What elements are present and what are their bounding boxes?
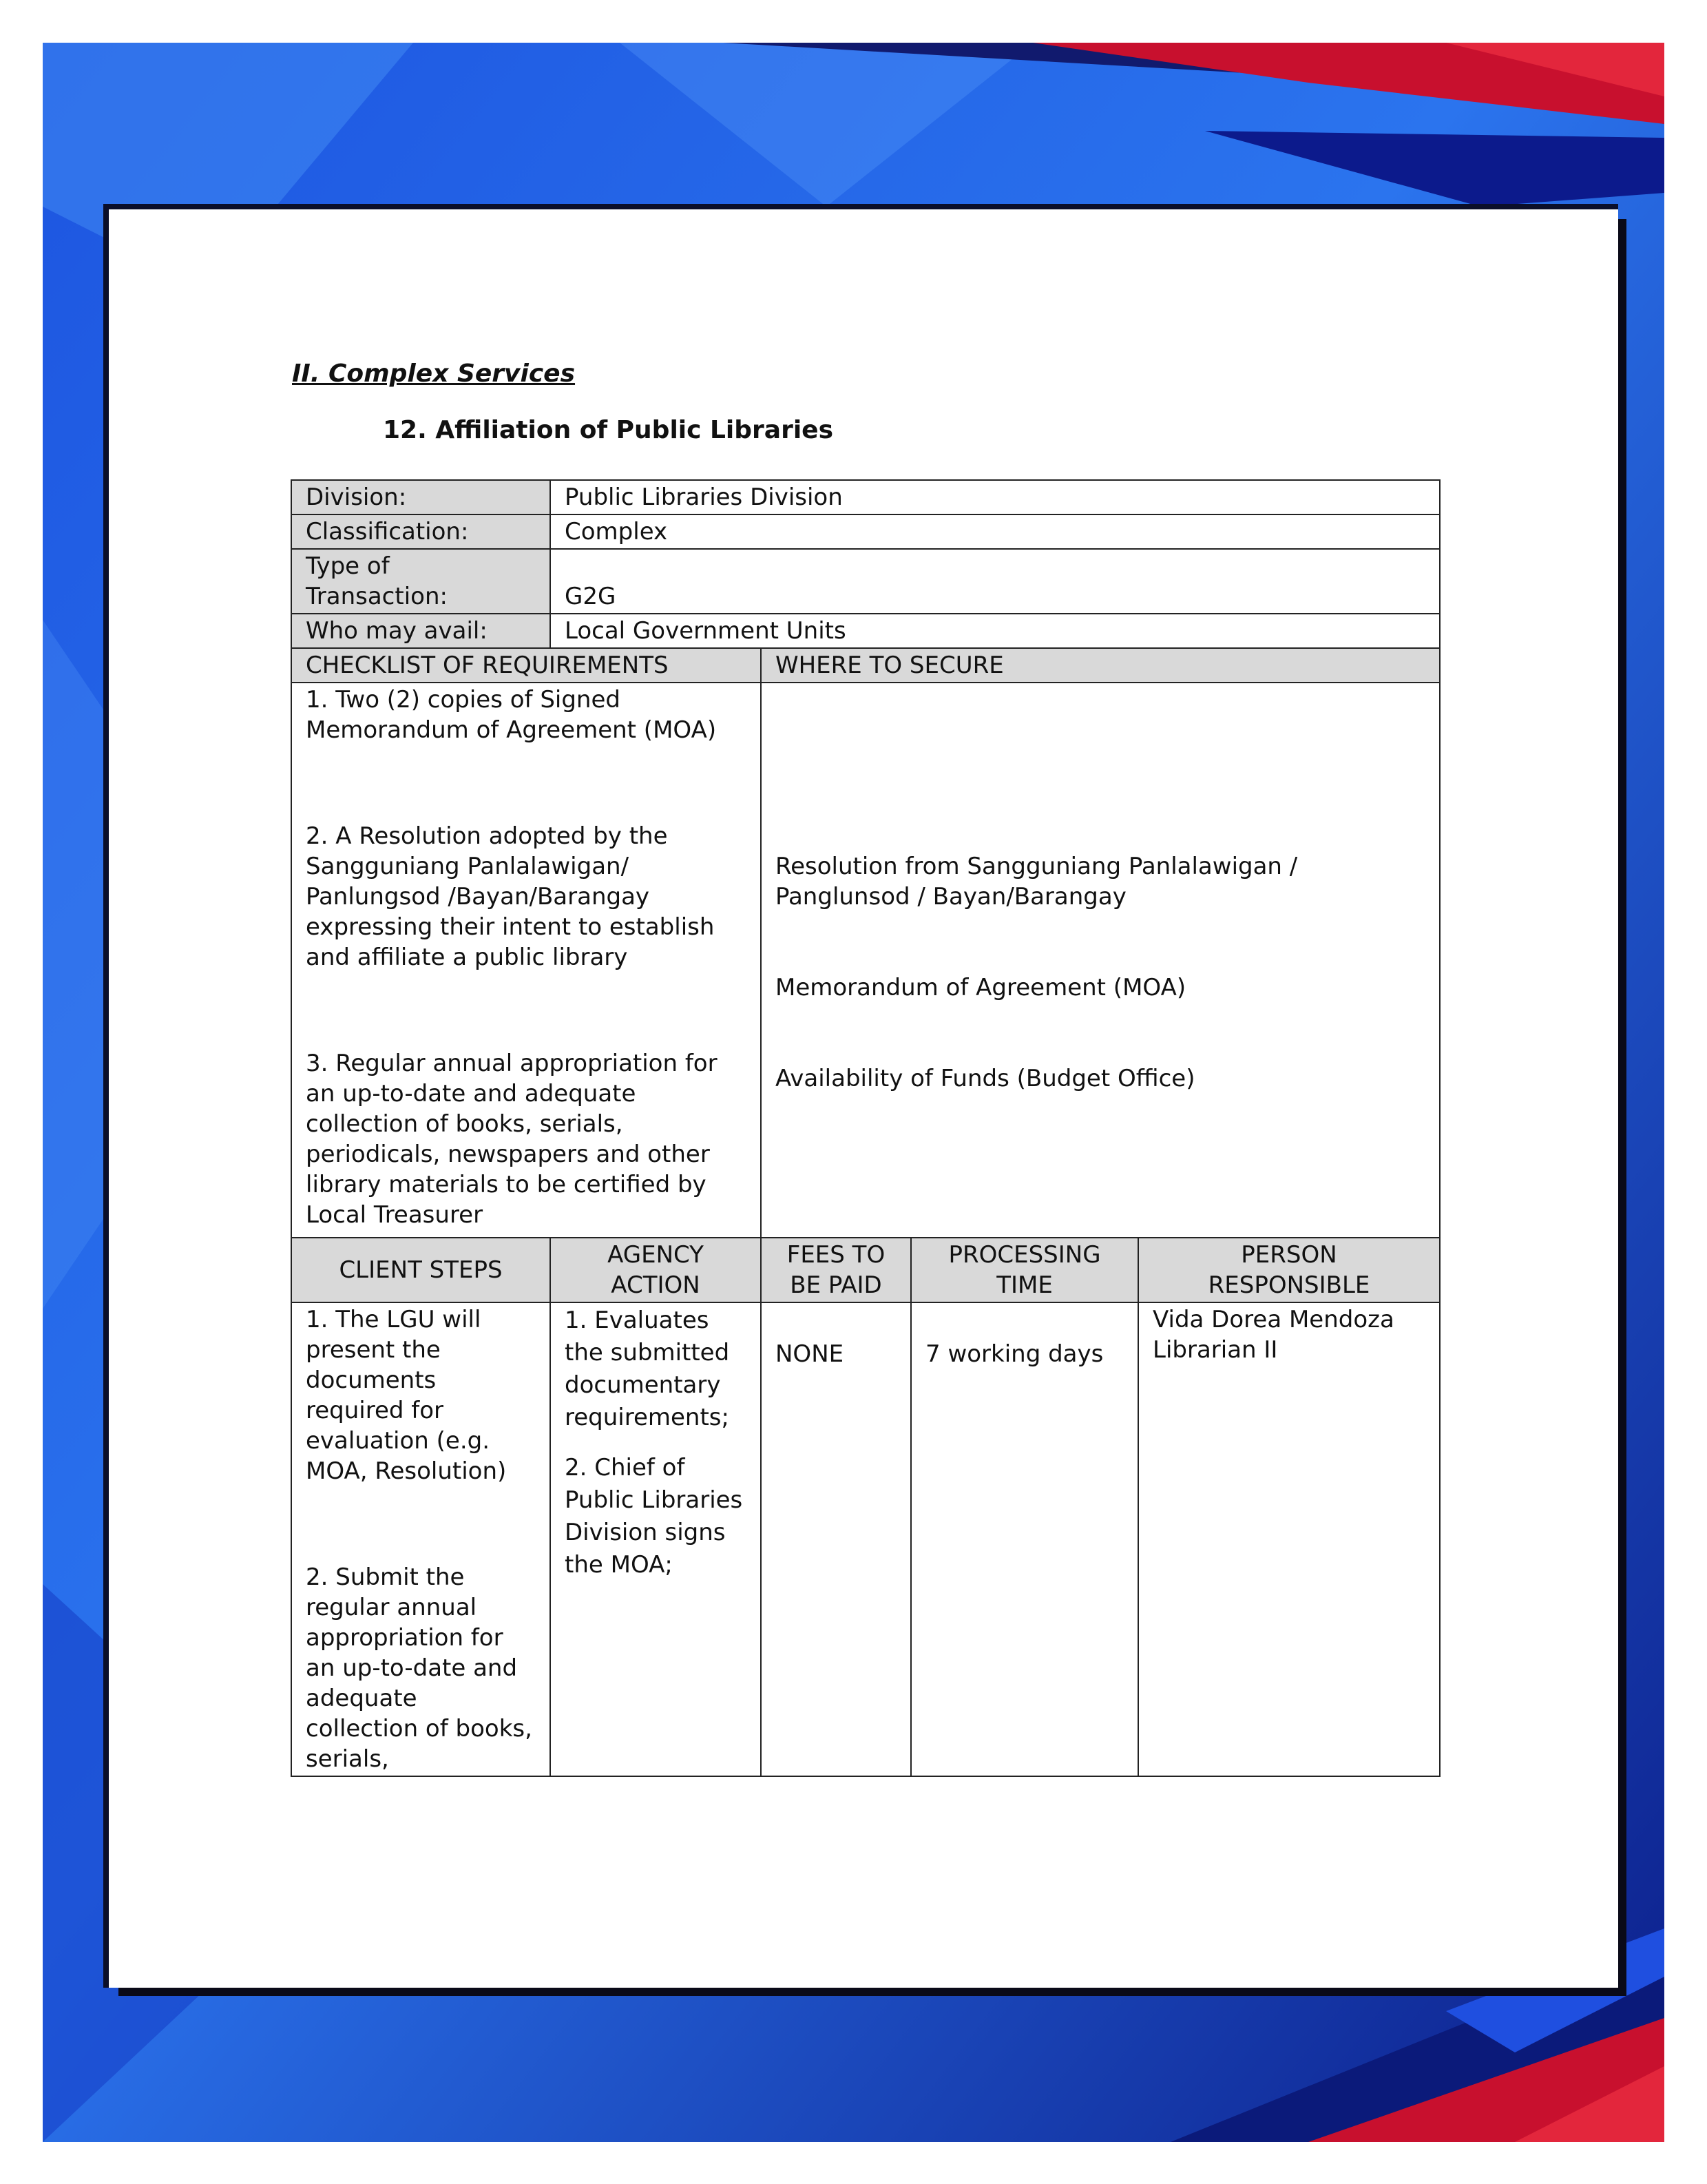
checklist-header: CHECKLIST OF REQUIREMENTS [291, 648, 761, 683]
requirement-2: 2. A Resolution adopted by the Sangguniang Panlalawigan/ Panlungsod /Bayan/Barangay expressing their intent to establish and affiliate a public library [306, 822, 715, 971]
table-row [291, 549, 1440, 614]
table-row [291, 480, 1440, 514]
table-row [291, 1238, 1440, 1302]
who-may-avail-label: Who may avail: [291, 614, 550, 648]
where-2: Memorandum of Agreement (MOA) [775, 974, 1186, 1001]
process-steps-table [291, 1237, 1441, 1777]
transaction-type-value: G2G [550, 549, 1440, 614]
requirement-1: 1. Two (2) copies of Signed Memorandum of Agreement (MOA) [306, 686, 717, 744]
section-title: II. Complex Services [292, 360, 576, 388]
who-may-avail-value: Local Government Units [550, 614, 1440, 648]
person-name: Vida Dorea Mendoza [1153, 1306, 1394, 1333]
table-row [291, 614, 1440, 648]
agency-action-2: 2. Chief of Public Libraries Division signs the MOA; [565, 1454, 743, 1579]
table-row [291, 648, 1440, 683]
person-responsible-header-line1: PERSON [1241, 1241, 1337, 1269]
transaction-type-label-line2: Transaction: [306, 583, 448, 610]
client-steps-cell [291, 1302, 550, 1776]
processing-time-header-line2: TIME [996, 1271, 1053, 1299]
processing-time-header-line1: PROCESSING [948, 1241, 1101, 1269]
client-step-1: 1. The LGU will present the documents required for evaluation (e.g. MOA, Resolution) [306, 1306, 507, 1485]
transaction-type-label [291, 549, 550, 614]
where-3: Availability of Funds (Budget Office) [775, 1065, 1195, 1092]
agency-action-1: 1. Evaluates the submitted documentary requirements; [565, 1307, 730, 1431]
requirement-3: 3. Regular annual appropriation for an up-to-date and adequate collection of books, serials, periodicals, newspapers and other library materials to be certified by Local Treasurer [306, 1050, 718, 1229]
where-to-secure-header: WHERE TO SECURE [761, 648, 1440, 683]
person-responsible-header [1138, 1238, 1440, 1302]
agency-action-cell [550, 1302, 761, 1776]
fees-cell [761, 1302, 911, 1776]
classification-label: Classification: [291, 514, 550, 549]
person-responsible-header-line2: RESPONSIBLE [1208, 1271, 1370, 1299]
agency-action-header-line1: AGENCY [607, 1241, 704, 1269]
fees-value: NONE [775, 1340, 844, 1368]
agency-action-header-line2: ACTION [611, 1271, 700, 1299]
classification-value: Complex [550, 514, 1440, 549]
fees-header-line2: BE PAID [790, 1271, 882, 1299]
transaction-type-label-line1: Type of [306, 552, 390, 580]
agency-action-header [550, 1238, 761, 1302]
client-steps-header: CLIENT STEPS [291, 1238, 550, 1302]
person-responsible-cell [1138, 1302, 1440, 1776]
processing-time-value: 7 working days [925, 1340, 1104, 1368]
table-row [291, 1302, 1440, 1776]
service-title: 12. Affiliation of Public Libraries [383, 416, 834, 444]
table-row [291, 683, 1440, 1242]
division-label: Division: [291, 480, 550, 514]
person-title: Librarian II [1153, 1336, 1278, 1364]
fees-header-line1: FEES TO [786, 1241, 886, 1269]
client-step-2: 2. Submit the regular annual appropriation for an up-to-date and adequate collection of books, serials, [306, 1563, 532, 1773]
processing-time-header [911, 1238, 1138, 1302]
requirements-cell [291, 683, 761, 1242]
processing-time-cell [911, 1302, 1138, 1776]
service-info-table [291, 479, 1441, 1295]
where-to-secure-cell [761, 683, 1440, 1242]
division-value: Public Libraries Division [550, 480, 1440, 514]
table-row [291, 514, 1440, 549]
fees-header [761, 1238, 911, 1302]
where-1: Resolution from Sangguniang Panlalawigan / Panglunsod / Bayan/Barangay [775, 853, 1298, 911]
